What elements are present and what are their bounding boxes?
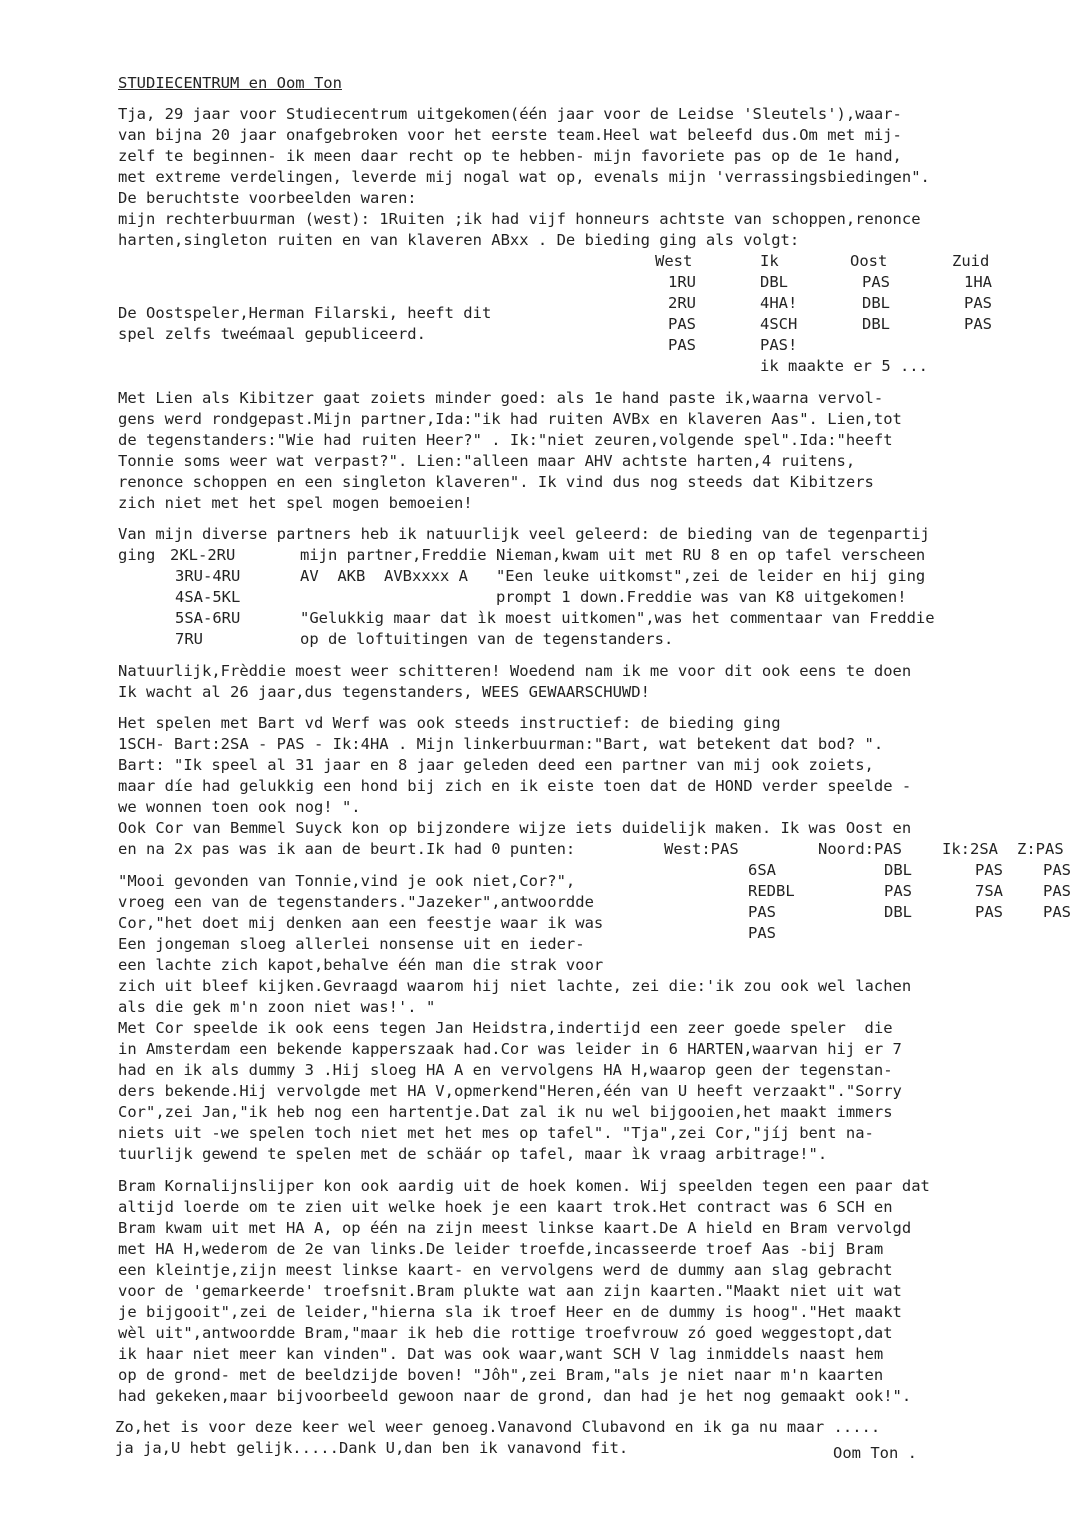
text-line: op de grond- met de beeldzijde boven! "Jôh",zei Bram,"als je niet naar m'n kaarten	[118, 1366, 884, 1384]
text-line: je bijgooit",zei de leider,"hierna sla ik troef Heer en de dummy is hoog"."Het maakt	[118, 1303, 902, 1321]
auction-cell: 4SCH	[760, 315, 798, 333]
text-line: we wonnen toen ook nog! ".	[118, 798, 361, 816]
text-line: prompt 1 down.Freddie was van K8 uitgekomen!	[300, 588, 907, 606]
auction-cell: PAS	[748, 924, 776, 942]
text-line: Van mijn diverse partners heb ik natuurlijk veel geleerd: de bieding van de tegenpartij	[118, 525, 930, 543]
auction-header-cell: Oost	[850, 252, 888, 270]
auction-header-cell: Noord:PAS	[818, 840, 902, 858]
text-line: een lachte zich kapot,behalve één man die strak voor	[118, 956, 604, 974]
auction-cell: DBL	[862, 315, 890, 333]
text-line: De Oostspeler,Herman Filarski, heeft dit	[118, 304, 492, 322]
text-line: ders bekende.Hij vervolgde met HA V,opmerkend"Heren,één van U heeft verzaakt"."Sorry	[118, 1082, 902, 1100]
auction-cell: REDBL	[748, 882, 795, 900]
auction-cell: 7SA	[975, 882, 1003, 900]
text-line: had gekeken,maar bijvoorbeeld gewoon naar de grond, dan had je het nog gemaakt ook!".	[118, 1387, 912, 1405]
text-line: AV AKB AVBxxxx A "Een leuke uitkomst",zei de leider en hij ging	[300, 567, 926, 585]
bid-sequence: 4SA-5KL	[175, 588, 241, 606]
text-line: met extreme verdelingen, leverde mij nogal wat op, evenals mijn 'verrassingsbiedingen".	[118, 168, 930, 186]
text-line: Zo,het is voor deze keer wel weer genoeg.Vanavond Clubavond en ik ga nu maar .....	[115, 1418, 881, 1436]
auction-cell: PAS	[1043, 882, 1071, 900]
text-line: wèl uit",antwoordde Bram,"maar ik heb die rottige troefvrouw zó goed weggestopt,dat	[118, 1324, 893, 1342]
text-line: niets uit -we spelen toch niet met het mes op tafel". "Tja",zei Cor,"jíj bent na-	[118, 1124, 874, 1142]
auction-header-cell: West:PAS	[664, 840, 739, 858]
auction-cell: DBL	[760, 273, 788, 291]
text-line: Natuurlijk,Frèddie moest weer schitteren! Woedend nam ik me voor dit ook eens te doen	[118, 662, 912, 680]
auction-cell: PAS!	[760, 336, 798, 354]
auction-header-cell: Z:PAS	[1017, 840, 1064, 858]
text-line: Ik wacht al 26 jaar,dus tegenstanders, WEES GEWAARSCHUWD!	[118, 683, 650, 701]
auction-cell: PAS	[748, 903, 776, 921]
auction-cell: DBL	[862, 294, 890, 312]
text-line: de tegenstanders:"Wie had ruiten Heer?" . Ik:"niet zeuren,volgende spel".Ida:"heeft	[118, 431, 893, 449]
text-line: op de loftuitingen van de tegenstanders.	[300, 630, 674, 648]
text-line: zich uit bleef kijken.Gevraagd waarom hij niet lachte, zei die:'ik zou ook wel lachen	[118, 977, 912, 995]
text-line: renonce schoppen en een singleton klaveren". Ik vind dus nog steeds dat Kibitzers	[118, 473, 874, 491]
auction-cell: 1HA	[964, 273, 992, 291]
bid-sequence: 3RU-4RU	[175, 567, 241, 585]
text-line: Met Cor speelde ik ook eens tegen Jan Heidstra,indertijd een zeer goede speler die	[118, 1019, 893, 1037]
text-line: ging	[118, 546, 156, 564]
text-line: 1SCH- Bart:2SA - PAS - Ik:4HA . Mijn linkerbuurman:"Bart, wat betekent dat bod? ".	[118, 735, 884, 753]
text-line: altijd loerde om te zien uit welke hoek je een kaart trok.Het contract was 6 SCH en	[118, 1198, 893, 1216]
auction-cell: PAS	[884, 882, 912, 900]
auction-cell: PAS	[1043, 861, 1071, 879]
bid-sequence: 7RU	[175, 630, 203, 648]
auction-header-cell: Ik	[760, 252, 779, 270]
text-line: tuurlijk gewend te spelen met de schäár op tafel, maar ìk vraag arbitrage!".	[118, 1145, 828, 1163]
text-line: Cor,"het doet mij denken aan een feestje waar ik was	[118, 914, 604, 932]
page-title: STUDIECENTRUM en Oom Ton	[118, 74, 342, 92]
text-line: mijn rechterbuurman (west): 1Ruiten ;ik had vijf honneurs achtste van schoppen,renonce	[118, 210, 921, 228]
text-line: Tja, 29 jaar voor Studiecentrum uitgekomen(één jaar voor de Leidse 'Sleutels'),waar-	[118, 105, 902, 123]
auction-cell: DBL	[884, 861, 912, 879]
text-line: Cor",zei Jan,"ik heb nog een hartentje.Dat zal ik nu wel bijgooien,het maakt immers	[118, 1103, 893, 1121]
text-line: Tonnie soms weer wat verpast?". Lien:"alleen maar AHV achtste harten,4 ruitens,	[118, 452, 856, 470]
text-line: ja ja,U hebt gelijk.....Dank U,dan ben ik vanavond fit.	[115, 1439, 629, 1457]
auction-cell: PAS	[1043, 903, 1071, 921]
auction-header-cell: Ik:2SA	[942, 840, 998, 858]
text-line: Bram Kornalijnslijper kon ook aardig uit de hoek komen. Wij speelden tegen een paar dat	[118, 1177, 930, 1195]
text-line: gens werd rondgepast.Mijn partner,Ida:"ik had ruiten AVBx en klaveren Aas". Lien,tot	[118, 410, 902, 428]
auction-cell: PAS	[668, 315, 696, 333]
auction-cell: 4HA!	[760, 294, 798, 312]
text-line: Bart: "Ik speel al 31 jaar en 8 jaar geleden deed een partner van mij ook zoiets,	[118, 756, 874, 774]
bid-sequence: 5SA-6RU	[175, 609, 241, 627]
text-line: en na 2x pas was ik aan de beurt.Ik had 0 punten:	[118, 840, 576, 858]
text-line: Ook Cor van Bemmel Suyck kon op bijzondere wijze iets duidelijk maken. Ik was Oost en	[118, 819, 912, 837]
text-line: Met Lien als Kibitzer gaat zoiets minder goed: als 1e hand paste ik,waarna vervol-	[118, 389, 884, 407]
text-line: Bram kwam uit met HA A, op één na zijn meest linkse kaart.De A hield en Bram vervolgd	[118, 1219, 912, 1237]
auction-header-cell: Zuid	[952, 252, 990, 270]
text-line: zelf te beginnen- ik meen daar recht op te hebben- mijn favoriete pas op de 1e hand,	[118, 147, 902, 165]
text-line: Het spelen met Bart vd Werf was ook steeds instructief: de bieding ging	[118, 714, 781, 732]
auction-cell: PAS	[862, 273, 890, 291]
text-line: van bijna 20 jaar onafgebroken voor het eerste team.Heel wat beleefd dus.Om met mij-	[118, 126, 902, 144]
auction-cell: PAS	[964, 315, 992, 333]
auction-header-cell: West	[655, 252, 693, 270]
auction-cell: PAS	[964, 294, 992, 312]
text-line: "Gelukkig maar dat ìk moest uitkomen",was het commentaar van Freddie	[300, 609, 935, 627]
auction-cell: 1RU	[668, 273, 696, 291]
signature: Oom Ton .	[833, 1444, 917, 1462]
text-line: Een jongeman sloeg allerlei nonsense uit en ieder-	[118, 935, 585, 953]
text-line: met HA H,wederom de 2e van links.De leider troefde,incasseerde troef Aas -bij Bram	[118, 1240, 884, 1258]
text-line: voor de 'gemarkeerde' troefsnit.Bram plukte wat aan zijn kaarten."Maakt niet uit wat	[118, 1282, 902, 1300]
text-line: ik haar niet meer kan vinden". Dat was ook waar,want SCH V lag inmiddels naast hem	[118, 1345, 884, 1363]
auction-cell: DBL	[884, 903, 912, 921]
text-line: vroeg een van de tegenstanders."Jazeker",antwoordde	[118, 893, 594, 911]
text-line: "Mooi gevonden van Tonnie,vind je ook niet,Cor?",	[118, 872, 576, 890]
text-line: zich niet met het spel mogen bemoeien!	[118, 494, 473, 512]
text-line: harten,singleton ruiten en van klaveren ABxx . De bieding ging als volgt:	[118, 231, 800, 249]
auction-cell: PAS	[975, 903, 1003, 921]
text-line: in Amsterdam een bekende kapperszaak had.Cor was leider in 6 HARTEN,waarvan hij er 7	[118, 1040, 902, 1058]
text-line: had en ik als dummy 3 .Hij sloeg HA A en vervolgens HA H,waarop geen der tegenstan-	[118, 1061, 893, 1079]
text-line: De beruchtste voorbeelden waren:	[118, 189, 417, 207]
auction-cell: PAS	[975, 861, 1003, 879]
bid-sequence: 2KL-2RU	[170, 546, 236, 564]
text-line: een kleintje,zijn meest linkse kaart- en vervolgens werd de dummy aan slag gebracht	[118, 1261, 893, 1279]
text-line: als die gek m'n zoon niet was!'. "	[118, 998, 436, 1016]
text-line: maar díe had gelukkig een hond bij zich en ik eiste toen dat de HOND verder speelde -	[118, 777, 912, 795]
text-line: spel zelfs tweémaal gepubliceerd.	[118, 325, 426, 343]
auction-footer: ik maakte er 5 ...	[760, 357, 928, 375]
auction-cell: 2RU	[668, 294, 696, 312]
auction-cell: PAS	[668, 336, 696, 354]
auction-cell: 6SA	[748, 861, 776, 879]
text-line: mijn partner,Freddie Nieman,kwam uit met RU 8 en op tafel verscheen	[300, 546, 926, 564]
